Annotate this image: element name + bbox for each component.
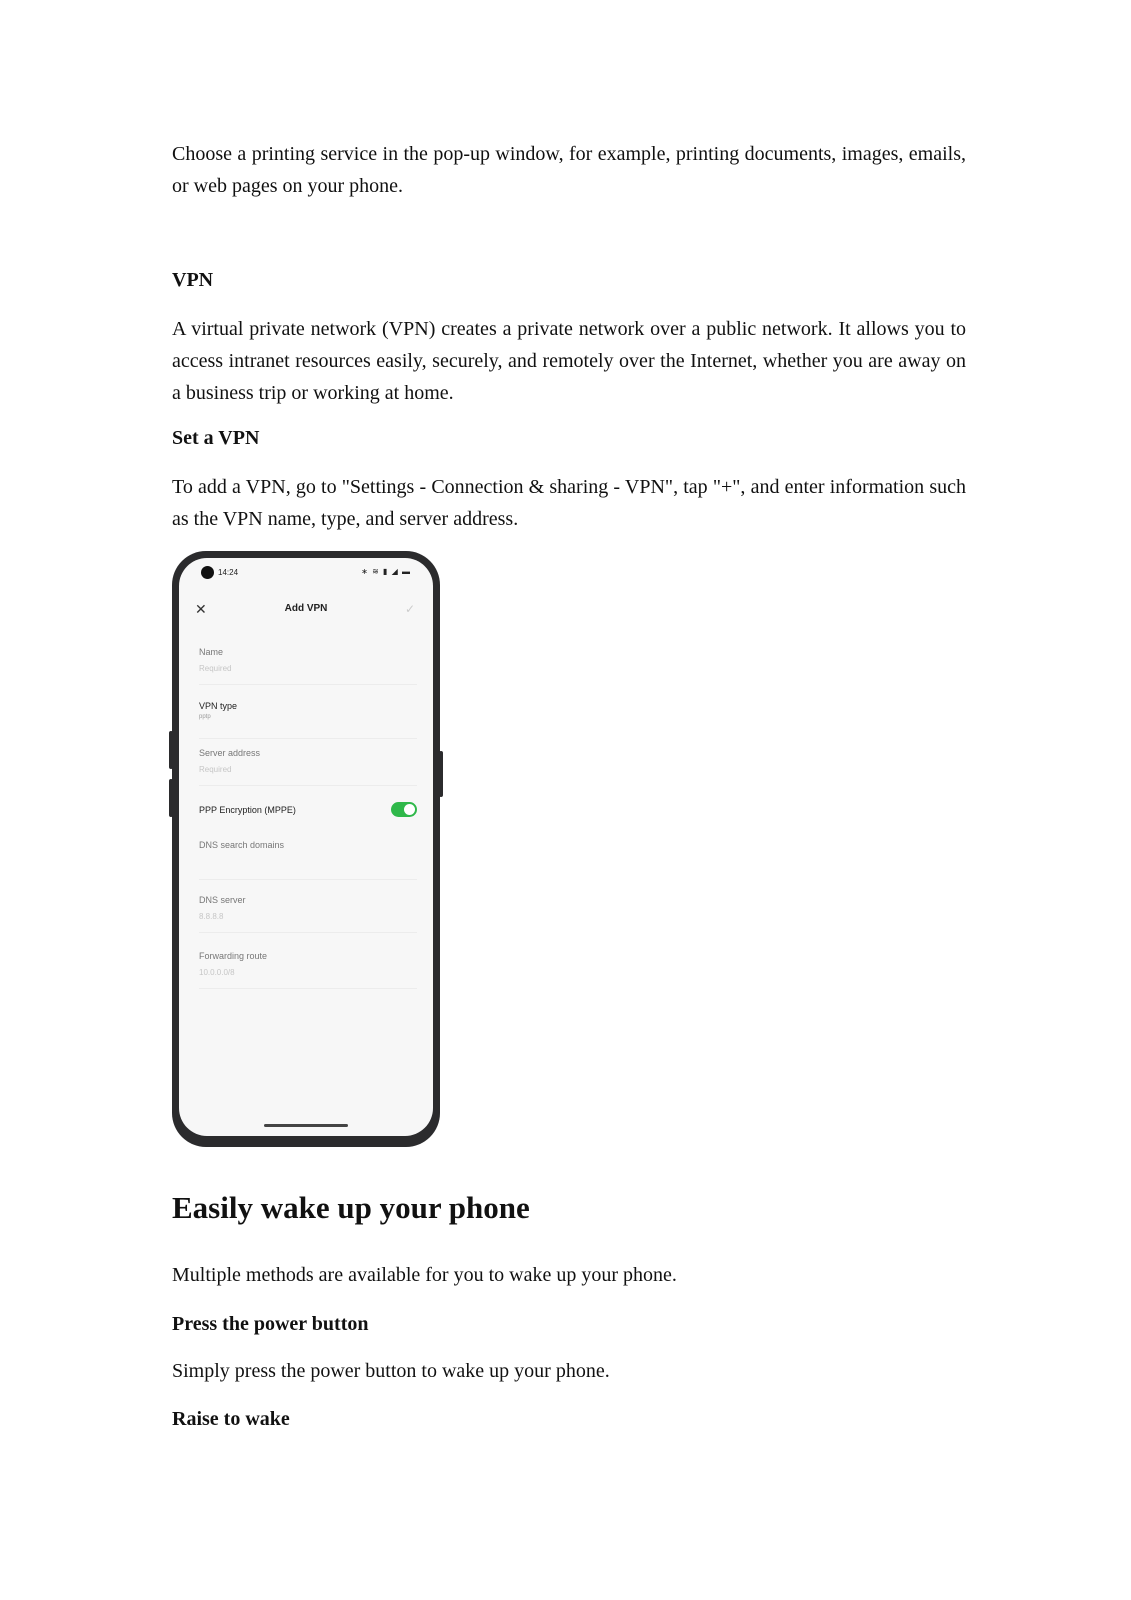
dns-search-domains-field[interactable] — [199, 839, 417, 880]
raise-heading: Raise to wake — [172, 1408, 290, 1430]
status-time: 14:24 — [218, 568, 239, 577]
ppp-encryption-label: PPP Encryption (MPPE) — [199, 805, 296, 815]
wake-paragraph: Multiple methods are available for you to wake up your phone. — [172, 1264, 677, 1286]
home-indicator — [264, 1124, 348, 1127]
phone-screen — [179, 558, 433, 1136]
server-address-field[interactable] — [199, 747, 417, 786]
dns-search-domains-label: DNS search domains — [199, 840, 285, 850]
close-icon[interactable]: ✕ — [195, 601, 207, 617]
forwarding-route-input[interactable]: 10.0.0.0/8 — [199, 968, 235, 977]
server-address-input[interactable]: Required — [199, 765, 232, 774]
vpn-type-field[interactable] — [199, 700, 417, 739]
set-vpn-paragraph: To add a VPN, go to "Settings - Connection & sharing - VPN", tap "+", and enter information such as the VPN name, type, and server address. — [172, 476, 966, 530]
name-field[interactable] — [199, 646, 417, 685]
dns-server-field[interactable] — [199, 894, 417, 933]
power-side-button — [439, 751, 443, 797]
status-icons: ∗ ≋ ▮ ◢ ▬ — [361, 567, 411, 576]
power-heading: Press the power button — [172, 1313, 369, 1335]
name-label: Name — [199, 647, 224, 657]
forwarding-route-field[interactable] — [199, 950, 417, 989]
volume-down-button — [169, 779, 173, 817]
screen-title: Add VPN — [284, 603, 328, 614]
phone-screenshot — [172, 551, 440, 1147]
set-vpn-heading: Set a VPN — [172, 427, 260, 449]
vpn-type-value: pptp — [199, 714, 211, 720]
ppp-encryption-row[interactable] — [199, 804, 417, 826]
status-bar — [201, 566, 411, 580]
dns-server-input[interactable]: 8.8.8.8 — [199, 912, 224, 921]
camera-cutout — [201, 566, 214, 579]
forwarding-route-label: Forwarding route — [199, 951, 268, 961]
vpn-heading: VPN — [172, 269, 214, 291]
vpn-paragraph: A virtual private network (VPN) creates a private network over a public network. It allows you to access intranet resources easily, securely, and remotely over the Internet, whether you are away on a business trip or working at home. — [172, 318, 966, 404]
power-paragraph: Simply press the power button to wake up your phone. — [172, 1360, 610, 1382]
confirm-check-icon[interactable]: ✓ — [404, 602, 415, 616]
server-address-label: Server address — [199, 748, 261, 758]
dns-server-label: DNS server — [199, 895, 246, 905]
name-input[interactable]: Required — [199, 664, 232, 673]
ppp-encryption-toggle[interactable] — [391, 802, 417, 817]
intro-paragraph: Choose a printing service in the pop-up window, for example, printing documents, images, emails, or web pages on your phone. — [172, 143, 966, 197]
vpn-type-label: VPN type — [199, 701, 238, 711]
volume-up-button — [169, 731, 173, 769]
wake-title: Easily wake up your phone — [172, 1190, 530, 1225]
